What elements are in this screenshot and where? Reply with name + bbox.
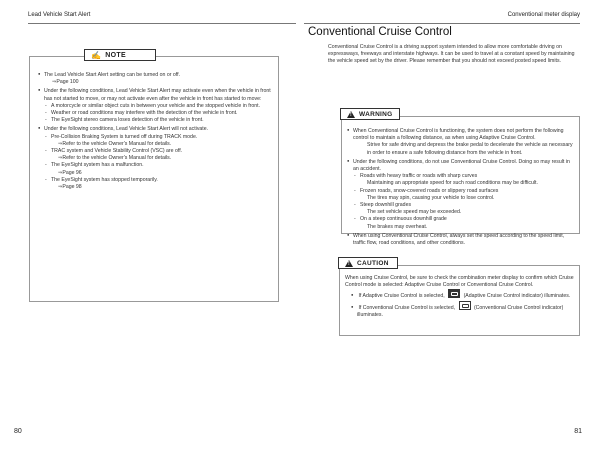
warning-item: ● Under the following conditions, do not use Conventional Cruise Control. Doing so may result in an accident. (347, 157, 574, 173)
left-header-rule (28, 23, 296, 24)
caution-lead: When using Cruise Control, be sure to check the combination meter display to confirm which Cruise Control mode is selected: Adaptive Cruise Control or Conventional Cruise Control. (345, 275, 574, 289)
caution-body (345, 275, 574, 319)
hand-note-icon: ✍ (91, 50, 102, 60)
warning-item: ● When using Conventional Cruise Control, always set the speed according to the speed limit, traffic flow, road conditions, and other conditions. (347, 231, 574, 247)
adaptive-cruise-indicator-icon (448, 289, 460, 298)
caution-item-text: (Adaptive Cruise Control indicator) illuminates. (463, 293, 571, 300)
caution-tab (338, 257, 398, 269)
note-item: - A motorcycle or similar object cuts in between your vehicle and the stopped vehicle in front. (38, 103, 271, 110)
caution-triangle-icon (345, 260, 353, 267)
note-box (29, 50, 279, 302)
right-page (300, 0, 600, 450)
caution-item-text: If Conventional Cruise Control is selected, (358, 304, 456, 311)
note-item: ⇒ Refer to the vehicle Owner's Manual for details. (38, 141, 271, 148)
warning-triangle-icon (347, 111, 355, 118)
note-item: ● The Lead Vehicle Start Alert setting can be turned on or off. (38, 70, 271, 79)
section-title: Conventional Cruise Control (308, 26, 452, 38)
right-running-header: Conventional meter display (507, 12, 580, 18)
note-item: - Pre-Collision Braking System is turned off during TRACK mode. (38, 134, 271, 141)
left-running-header: Lead Vehicle Start Alert (28, 12, 91, 18)
warning-item: - Frozen roads, snow-covered roads or slippery road surfaces (347, 188, 574, 195)
note-item: - The EyeSight system has stopped temporarily. (38, 177, 271, 184)
note-item: - Weather or road conditions may interfere with the detection of the vehicle in front. (38, 110, 271, 117)
note-item: ● Under the following conditions, Lead Vehicle Start Alert will not activate. (38, 124, 271, 133)
warning-item: - On a steep continuous downhill grade (347, 216, 574, 223)
left-page-number: 80 (14, 428, 22, 435)
warning-item: Maintaining an appropriate speed for such road conditions may be difficult. (367, 180, 538, 187)
warning-item: Strive for safe driving and depress the brake pedal to decelerate the vehicle as necessary in order to ensure a safe following distance from the vehicle in front. (367, 142, 573, 156)
warning-item: The brakes may overheat. (367, 223, 428, 230)
caution-item (351, 289, 574, 300)
note-label: NOTE (105, 51, 126, 59)
right-header-rule (304, 23, 580, 24)
warning-label: WARNING (359, 110, 393, 118)
note-item: ⇒ Page 98 (38, 184, 271, 191)
warning-item: - Roads with heavy traffic or roads with sharp curves (347, 173, 574, 180)
warning-item: The set vehicle speed may be exceeded. (367, 209, 462, 216)
caution-item-text: If Adaptive Cruise Control is selected, (358, 293, 445, 300)
warning-list (347, 126, 574, 247)
note-list (38, 70, 271, 191)
note-item: - TRAC system and Vehicle Stability Control (VSC) are off. (38, 148, 271, 155)
warning-box (341, 110, 580, 247)
note-item: - The EyeSight stereo camera loses detection of the vehicle in front. (38, 117, 271, 124)
note-item: ⇒ Page 100 (38, 79, 271, 86)
caution-label: CAUTION (357, 259, 389, 267)
note-item: - The EyeSight system has a malfunction. (38, 162, 271, 169)
warning-tab (340, 108, 400, 120)
note-item: ⇒ Refer to the vehicle Owner's Manual for details. (38, 155, 271, 162)
intro-paragraph: Conventional Cruise Control is a driving support system intended to allow more comfortable driving on expressways, freeways and interstate highways. It can be used to travel at a constant speed by maintaining the vehicle speed set by the driver. Please remember that you should not exceed posted speed limits. (328, 44, 575, 65)
warning-item: The tires may spin, causing your vehicle to lose control. (367, 194, 495, 201)
right-page-number: 81 (574, 428, 582, 435)
conventional-cruise-indicator-icon (459, 301, 471, 310)
caution-item (351, 301, 574, 319)
note-item: ● Under the following conditions, Lead Vehicle Start Alert may activate even when the vehicle in front has not started to move, or may not activate even after the vehicle in front has started to move: (38, 86, 271, 102)
warning-item: ● When Conventional Cruise Control is functioning, the system does not perform the following control to maintain a following distance, as when using Adaptive Cruise Control. (347, 126, 574, 142)
caution-box (339, 259, 580, 336)
caution-item-text: (Conventional Cruise Control indicator) illuminates. (357, 304, 564, 318)
note-item: ⇒ Page 96 (38, 170, 271, 177)
warning-item: - Steep downhill grades (347, 202, 574, 209)
note-tab (84, 49, 156, 61)
